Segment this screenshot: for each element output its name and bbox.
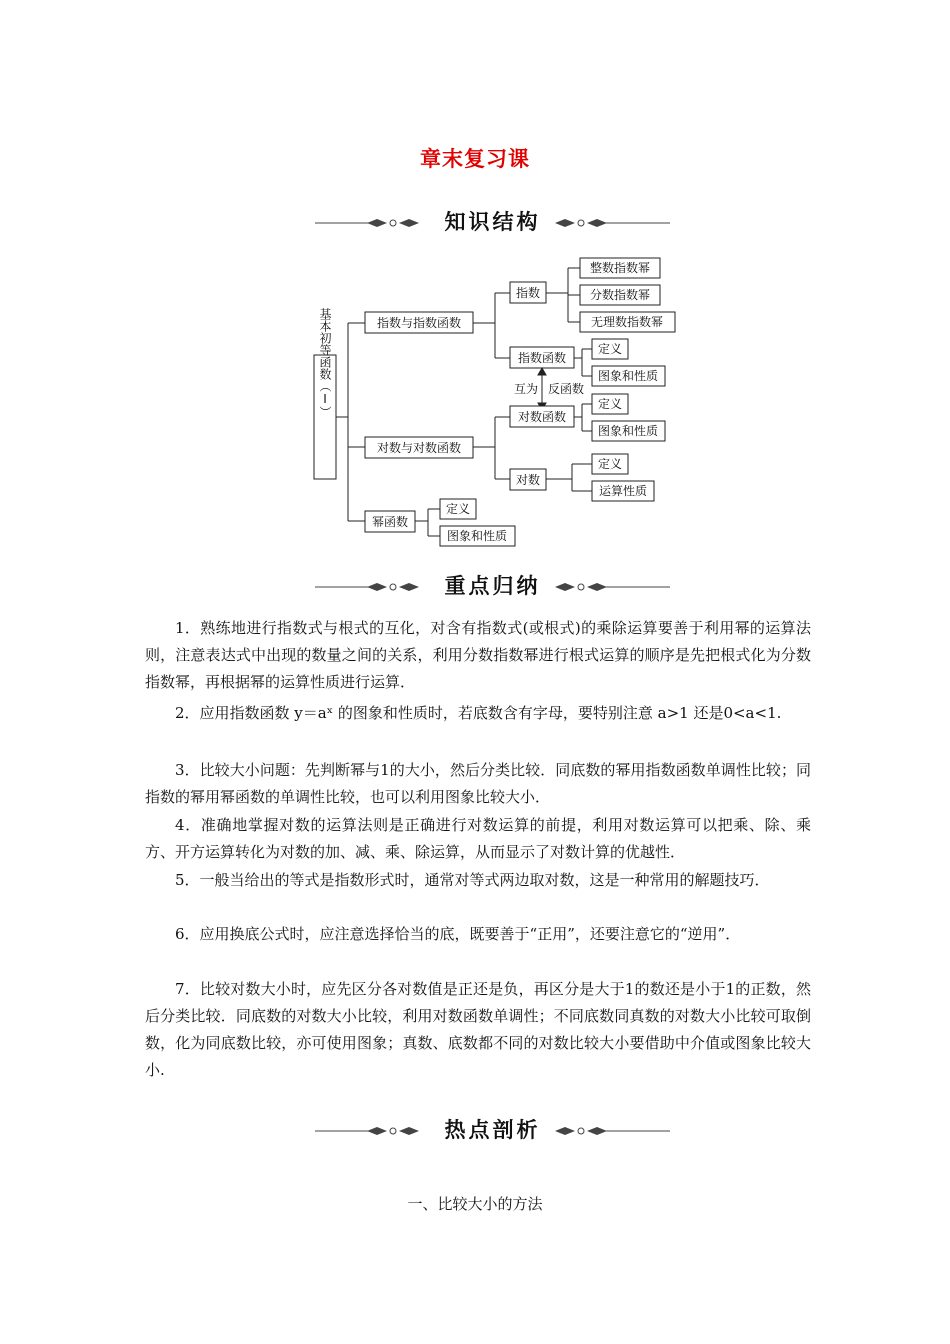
diagram-node-fraction-power: 分数指数幂 bbox=[589, 288, 651, 302]
knowledge-structure-diagram bbox=[310, 255, 680, 550]
section-title-hot-topics: 热点剖析 bbox=[444, 1118, 541, 1142]
diagram-node-exp-definition: 定义 bbox=[597, 342, 623, 356]
diagram-inverse-label-right: 反函数 bbox=[547, 382, 585, 396]
subsection-heading: 一、比较大小的方法 bbox=[407, 1195, 543, 1213]
diagram-node-log-function: 对数函数 bbox=[517, 410, 567, 424]
diagram-node-log-branch: 对数与对数函数 bbox=[376, 441, 462, 455]
section-title-structure: 知识结构 bbox=[444, 210, 541, 234]
section-title-key-points: 重点归纳 bbox=[444, 574, 541, 598]
section-header-key-points bbox=[315, 571, 670, 601]
diagram-node-logarithm-definition: 定义 bbox=[597, 457, 623, 471]
key-point-3: 3．比较大小问题：先判断幂与1的大小，然后分类比较．同底数的幂用指数函数单调性比较；同指数的幂用幂函数的单调性比较，也可以利用图象比较大小． bbox=[145, 761, 811, 806]
key-point-2: 2．应用指数函数 y＝aˣ 的图象和性质时，若底数含有字母，要特别注意 a>1 还是0<a<1. bbox=[175, 704, 782, 722]
diagram-node-power-definition: 定义 bbox=[445, 502, 471, 516]
diagram-node-log-graph-props: 图象和性质 bbox=[597, 424, 659, 438]
diagram-node-irrational-power: 无理数指数幂 bbox=[590, 315, 664, 329]
key-point-7: 7．比较对数大小时，应先区分各对数值是正还是负，再区分是大于1的数还是小于1的正数，然后分类比较．同底数的对数大小比较，利用对数函数单调性；不同底数同真数的对数大小比较可取倒数，化为同底数比较，亦可使用图象；真数、底数都不同的对数比较大小要借助中介值或图象比较大小. bbox=[145, 980, 811, 1079]
diagram-node-exponent: 指数 bbox=[515, 286, 541, 300]
diagram-node-exp-branch: 指数与指数函数 bbox=[376, 316, 462, 330]
key-point-4: 4．准确地掌握对数的运算法则是正确进行对数运算的前提，利用对数运算可以把乘、除、乘方、开方运算转化为对数的加、减、乘、除运算，从而显示了对数计算的优越性． bbox=[145, 816, 811, 861]
section-header-structure bbox=[315, 207, 670, 237]
diagram-node-power-graph-props: 图象和性质 bbox=[446, 529, 508, 543]
diagram-node-op-props: 运算性质 bbox=[598, 484, 648, 498]
section-header-hot-topics bbox=[315, 1115, 670, 1145]
diagram-node-log-definition: 定义 bbox=[597, 397, 623, 411]
diagram-node-power-function: 幂函数 bbox=[371, 515, 409, 529]
diagram-node-integer-power: 整数指数幂 bbox=[589, 261, 651, 275]
diagram-inverse-label-left: 互为 bbox=[513, 382, 539, 396]
key-point-1: 1．熟练地进行指数式与根式的互化，对含有指数式(或根式)的乘除运算要善于利用幂的运算法则，注意表达式中出现的数量之间的关系，利用分数指数幂进行根式运算的顺序是先把根式化为分数指数幂，再根据幂的运算性质进行运算． bbox=[145, 619, 811, 691]
diagram-root-label: 基本初等函数（Ⅰ） bbox=[318, 308, 332, 418]
diagram-node-logarithm: 对数 bbox=[515, 473, 541, 487]
key-point-5: 5．一般当给出的等式是指数形式时，通常对等式两边取对数，这是一种常用的解题技巧． bbox=[175, 871, 770, 889]
page-title: 章末复习课 bbox=[420, 147, 530, 171]
key-point-6: 6．应用换底公式时，应注意选择恰当的底，既要善于“正用”，还要注意它的“逆用”． bbox=[175, 925, 741, 943]
diagram-node-exp-graph-props: 图象和性质 bbox=[597, 369, 659, 383]
diagram-node-exp-function: 指数函数 bbox=[517, 351, 567, 365]
